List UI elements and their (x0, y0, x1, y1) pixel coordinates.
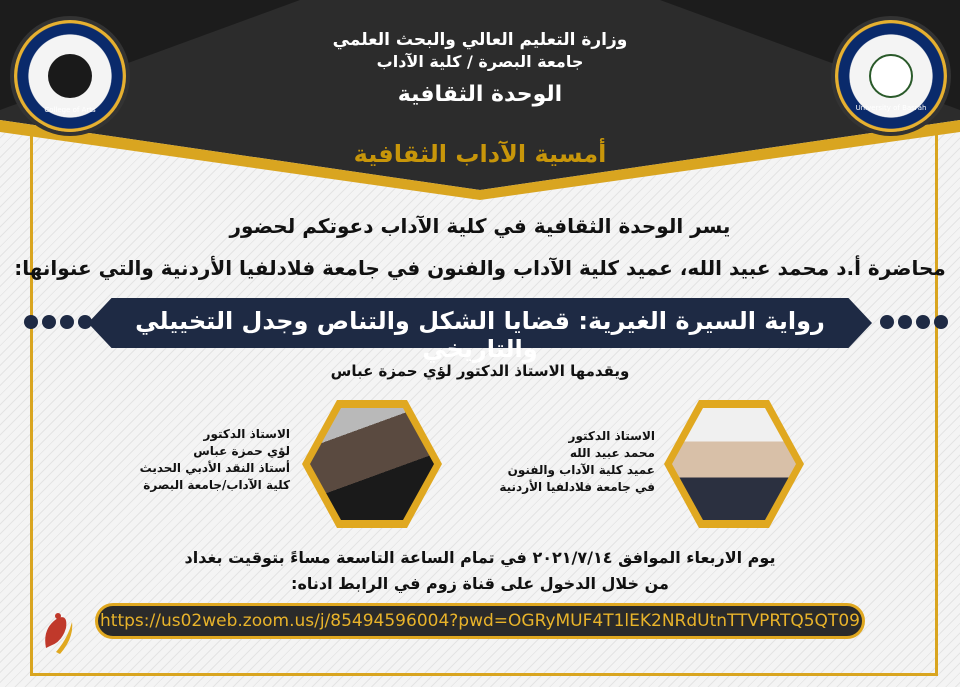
presenter-line: ويقدمها الاستاذ الدكتور لؤي حمزة عباس (330, 362, 630, 380)
university-college-name: جامعة البصرة / كلية الآداب (376, 52, 584, 71)
invitation-line-1: يسر الوحدة الثقافية في كلية الآداب دعوتكم لحضور (229, 214, 731, 238)
zoom-instructions: من خلال الدخول على قناة زوم في الرابط ادناه: (291, 574, 669, 593)
moderator-name: لؤي حمزة عباس (193, 444, 290, 458)
gold-frame (30, 128, 938, 676)
unit-name: الوحدة الثقافية (397, 82, 563, 107)
moderator-institution: كلية الآداب/جامعة البصرة (143, 478, 290, 492)
speaker-institution: في جامعة فلادلفيا الأردنية (499, 480, 655, 494)
moderator-position: أستاذ النقد الأدبي الحديث (139, 461, 290, 475)
ministry-name: وزارة التعليم العالي والبحث العلمي (332, 30, 628, 50)
speaker-position: عميد كلية الآداب والفنون (507, 463, 655, 477)
university-logo-ring-text: University of Basrah (855, 104, 927, 112)
moderator-photo (310, 408, 434, 520)
moderator-title: الاستاذ الدكتور (203, 427, 290, 441)
cultural-unit-logo-icon (38, 608, 78, 658)
zoom-link[interactable]: https://us02web.zoom.us/j/85494596004?pwd=OGRyMUF4T1lEK2NRdUtnTTVPRTQ5QT09 (100, 611, 860, 631)
speaker-info (455, 428, 655, 496)
zoom-link-box[interactable] (95, 603, 865, 639)
event-banner-title: أمسية الآداب الثقافية (353, 140, 607, 168)
college-logo-ring-text: College of Arts (44, 106, 96, 114)
invitation-line-2: محاضرة أ.د محمد عبيد الله، عميد كلية الآداب والفنون في جامعة فلادلفيا الأردنية والتي عنوانها: (14, 256, 946, 280)
college-logo (14, 20, 126, 132)
speaker-name: محمد عبيد الله (569, 446, 655, 460)
event-date-time: يوم الاربعاء الموافق ٢٠٢١/٧/١٤ في تمام الساعة التاسعة مساءً بتوقيت بغداد (184, 548, 776, 567)
college-emblem-icon (48, 54, 92, 98)
lecture-title: رواية السيرة الغيرية: قضايا الشكل والتناص وجدل التخييلي والتاريخي (135, 307, 825, 363)
decorative-dots-left (24, 315, 92, 329)
university-emblem-icon (869, 54, 913, 98)
speaker-photo (672, 408, 796, 520)
moderator-info (90, 426, 290, 494)
decorative-dots-right (880, 315, 948, 329)
speaker-title: الاستاذ الدكتور (568, 429, 655, 443)
university-logo (835, 20, 947, 132)
